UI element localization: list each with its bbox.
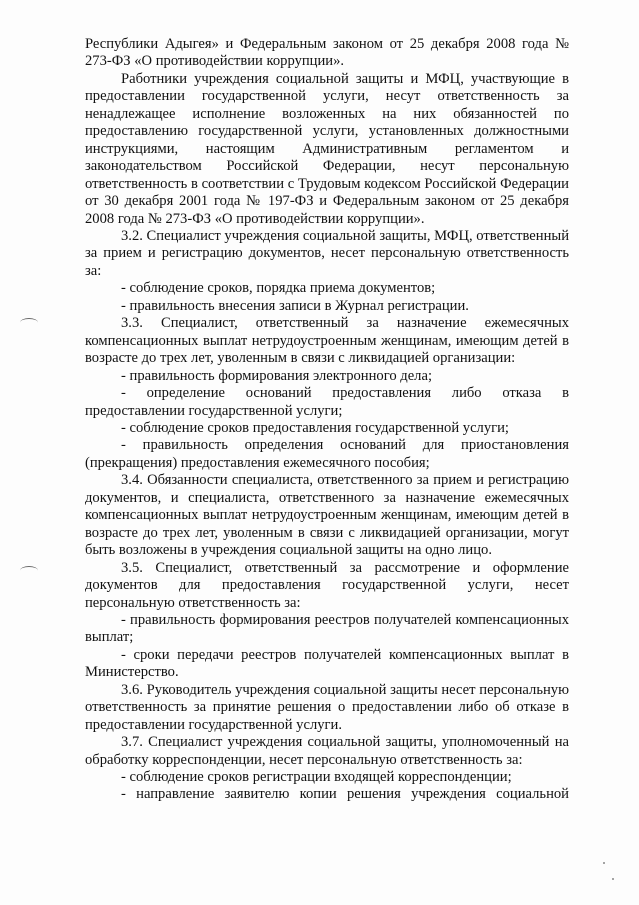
scan-speck xyxy=(603,862,605,864)
paragraph: 3.6. Руководитель учреждения социальной защиты несет персональную ответственность за принятие решения о предоставлении либо об отказе в предоставлении государственной услуги. xyxy=(85,681,569,733)
paragraph: 3.2. Специалист учреждения социальной защиты, МФЦ, ответственный за прием и регистрацию документов, несет персональную ответственность за: xyxy=(85,227,569,279)
list-item: - соблюдение сроков, порядка приема документов; xyxy=(121,280,436,297)
paragraph: 3.7. Специалист учреждения социальной защиты, уполномоченный на обработку корреспонденции, несет персональную ответственность за: xyxy=(85,734,569,768)
paragraph: 3.5. Специалист, ответственный за рассмотрение и оформление документов для предоставления государственной услуги, несет персональную ответственность за: xyxy=(85,559,569,611)
scan-speck xyxy=(612,878,614,880)
list-item: - сроки передачи реестров получателей компенсационных выплат в Министерство. xyxy=(85,646,569,681)
paragraph: Работники учреждения социальной защиты и МФЦ, участвующие в предоставлении государственной услуги, несут ответственность за ненадлежащее исполнение возложенных на них обязанностей по предоставлению государственной услуги, установленных должностными инструкциями, настоящим Административным регламентом и законодательством Российской Федерации, несут персональную ответственность в соответствии с Трудовым кодексом Российской Федерации от 30 декабря 2001 года № 197-ФЗ и Федеральным законом от 25 декабря 2008 года № 273-ФЗ «О противодействии коррупции». xyxy=(85,70,569,227)
list-item: - правильность внесения записи в Журнал регистрации. xyxy=(121,297,469,314)
scan-mark xyxy=(20,566,38,575)
list-item: - правильность определения оснований для приостановления (прекращения) предоставления ежемесячного пособия; xyxy=(85,437,569,471)
list-item: - правильность формирования электронного дела; xyxy=(121,367,432,384)
list-item: - направление заявителю копии решения учреждения социальной xyxy=(121,786,569,803)
paragraph: Республики Адыгея» и Федеральным законом от 25 декабря 2008 года № 273-ФЗ «О противодействии коррупции». xyxy=(85,36,569,70)
scan-mark xyxy=(20,318,38,327)
list-item: - правильность формирования реестров получателей компенсационных выплат; xyxy=(85,611,569,646)
list-item: - соблюдение сроков регистрации входящей корреспонденции; xyxy=(121,769,512,786)
document-body xyxy=(85,36,569,804)
paragraph: 3.3. Специалист, ответственный за назначение ежемесячных компенсационных выплат нетрудоустроенным женщинам, имеющим детей в возрасте до трех лет, уволенным в связи с ликвидацией организации: xyxy=(85,315,569,367)
list-item: - соблюдение сроков предоставления государственной услуги; xyxy=(121,419,509,436)
paragraph: 3.4. Обязанности специалиста, ответственного за прием и регистрацию документов, и специалиста, ответственного за назначение ежемесячных компенсационных выплат нетрудоустроенным женщинам, имеющим детей в возрасте до трех лет, уволенным в связи с ликвидацией организации, могут быть возложены в учреждения социальной защиты на одно лицо. xyxy=(85,472,569,559)
list-item: - определение оснований предоставления либо отказа в предоставлении государственной услуги; xyxy=(85,385,569,419)
